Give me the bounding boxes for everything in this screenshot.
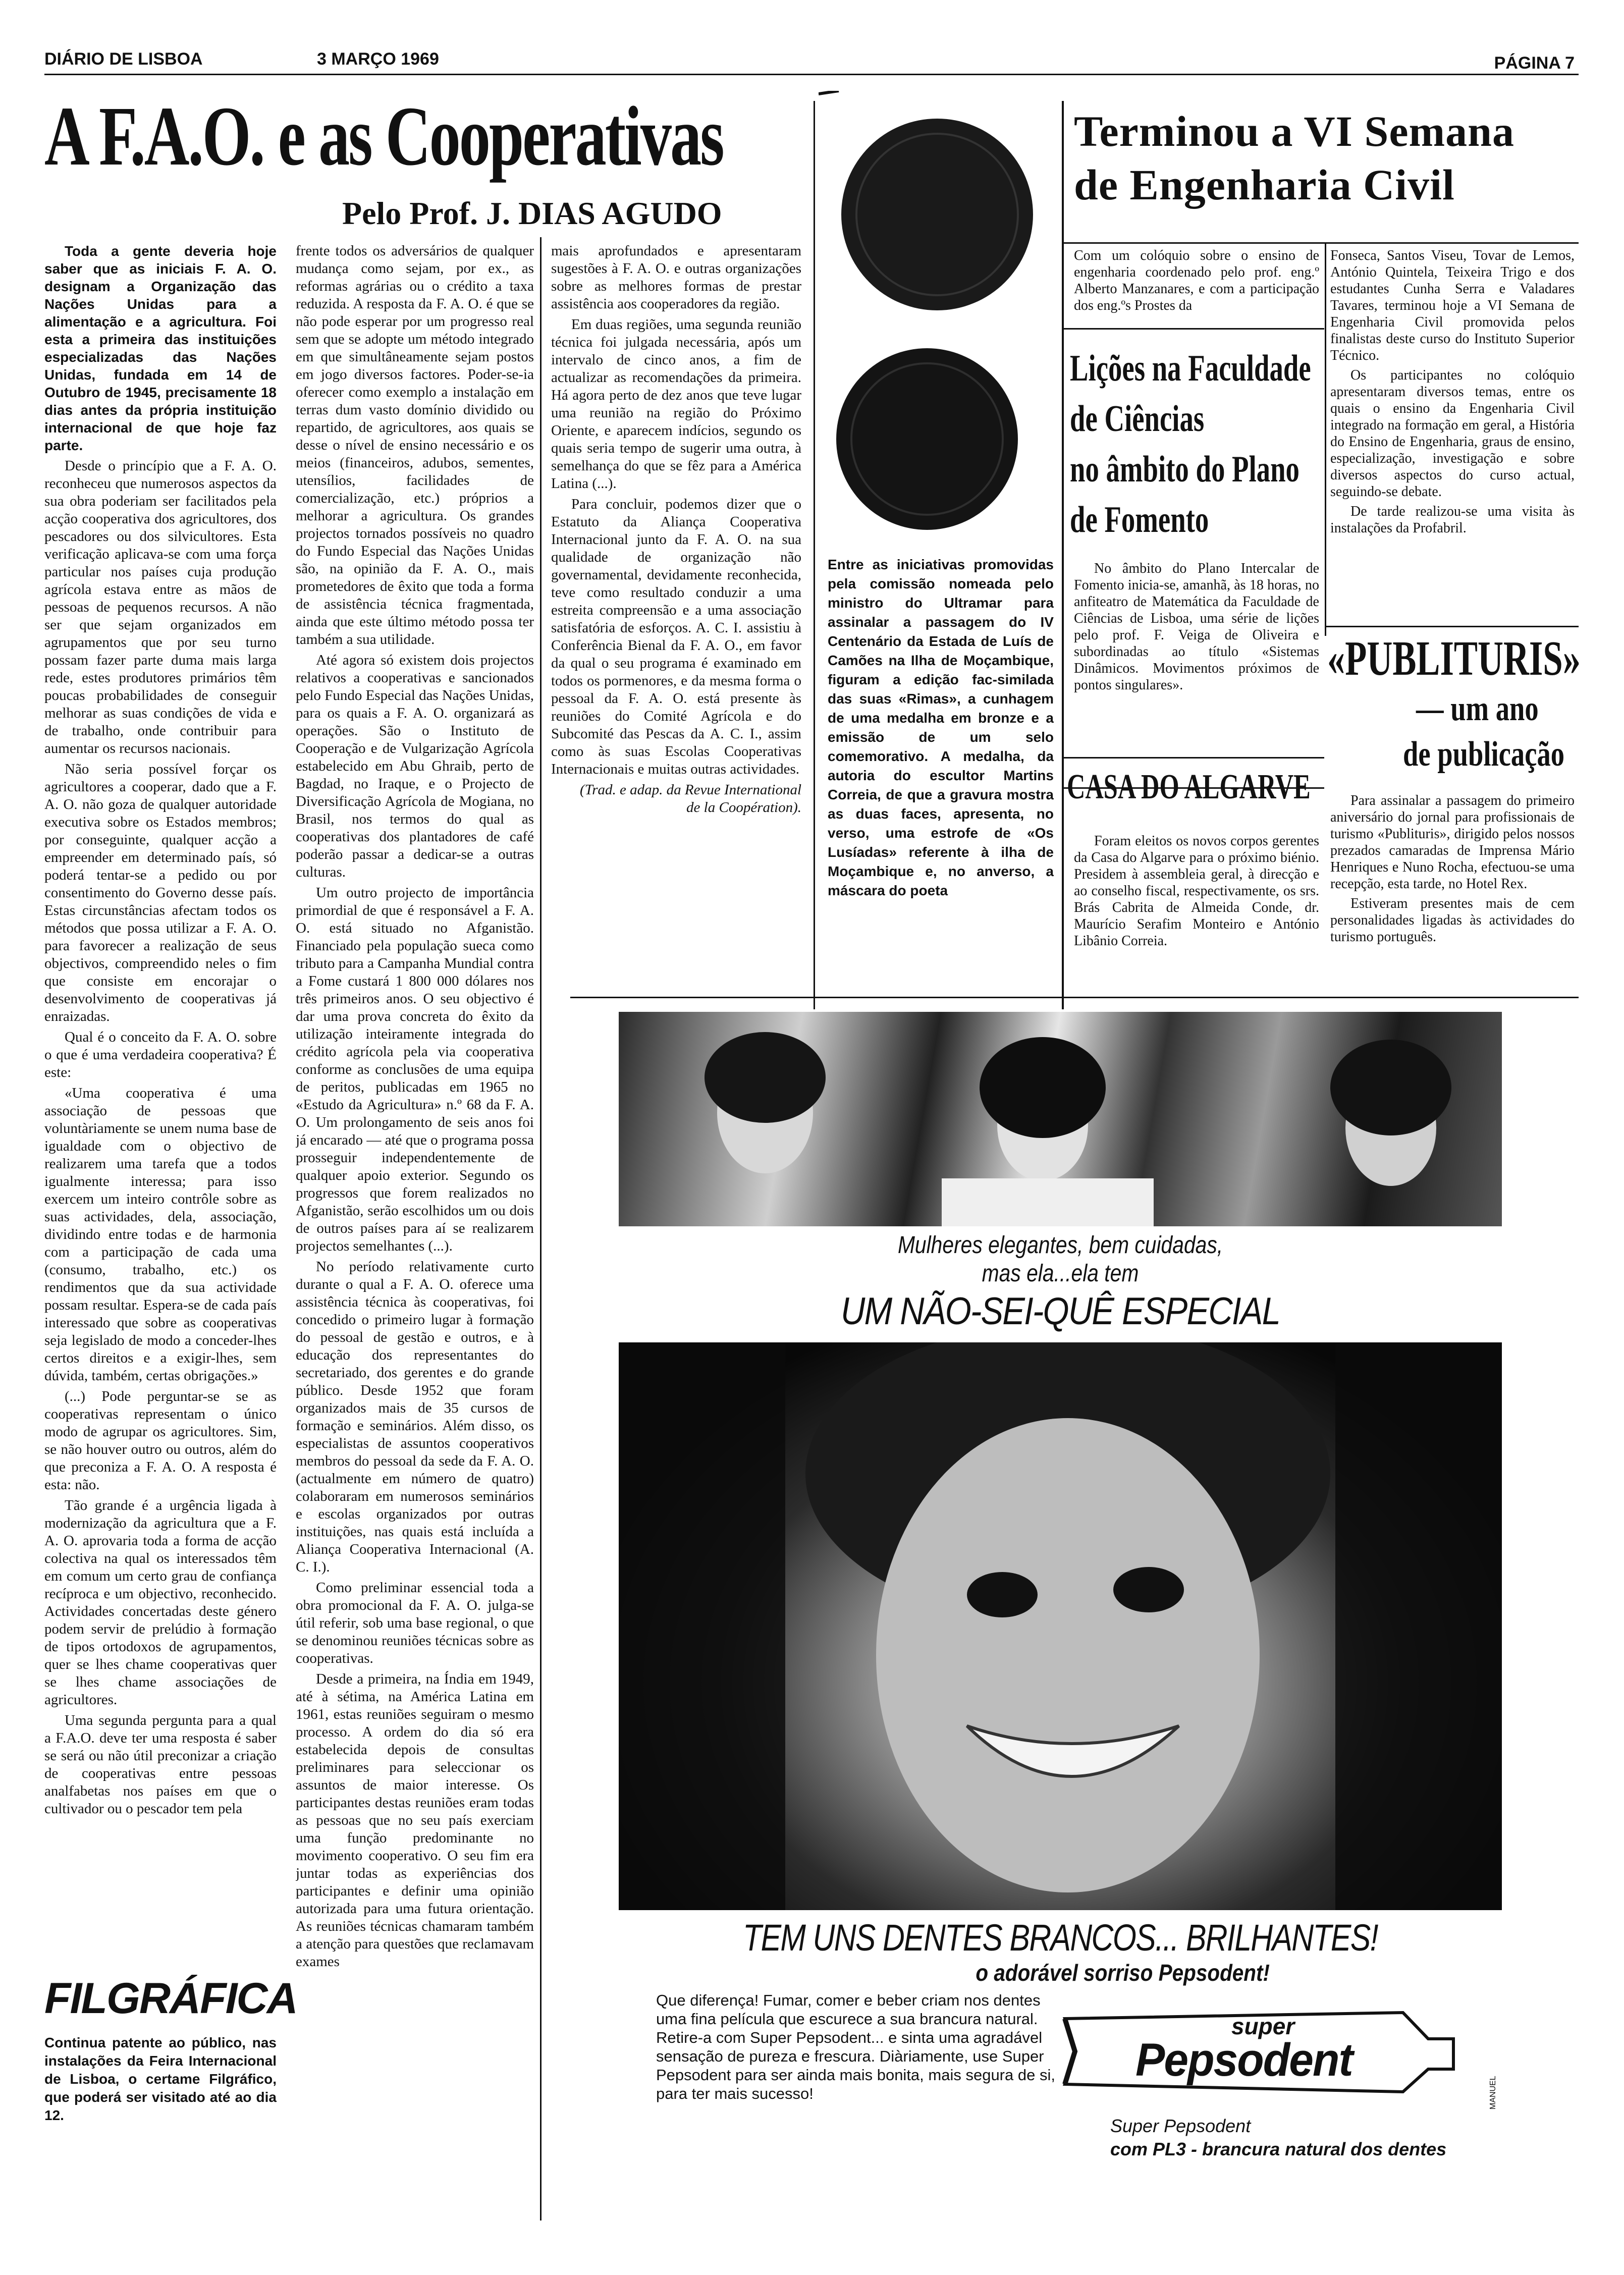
woman-hair <box>1330 1040 1451 1135</box>
paragraph: (...) Pode perguntar-se se as cooperativas representam o único modo de agrupar os agricultores. Sim, se não houver outro ou outros, além do que preconiza a F. A. O. A resposta é esta: não. <box>44 1388 277 1493</box>
filgrafica-headline: FILGRÁFICA <box>44 1974 297 2023</box>
paragraph: Os participantes no colóquio apresentaram diversos temas, entre os quais o ensino da Engenharia Civil integrado na formação em geral, a História do Ensino de Engenharia, graus de ensino, especialização, investigação e sobre diversos aspectos do curso actual, seguindo-se debate. <box>1330 367 1575 500</box>
medal-caption: Entre as iniciativas promovidas pela comissão nomeada pelo ministro do Ultramar para assinalar a passagem do IV Centenário da Estada de Luís de Camões na Ilha de Moçambique, figuram a edição fac-similada das suas «Rimas», a cunhagem de uma medalha em bronze e a emissão de um selo comemorativo. A medalha, da autoria do escultor Martins Correia, de que a gravura mostra as duas faces, apresenta, no verso, uma estrofe de «Os Lusíadas» referente à ilha de Moçambique e, no anverso, a máscara do poeta <box>828 557 1054 898</box>
section-rule <box>1326 626 1579 627</box>
paragraph: Como preliminar essencial toda a obra promocional da F. A. O. julga-se útil referir, sob uma base regional, o que se denominou reuniões técnicas sobre as cooperativas. <box>296 1580 534 1666</box>
licoes-headline-2: de Ciências <box>1070 398 1205 440</box>
publituris-sub-2: de publicação <box>1403 735 1565 774</box>
publituris-text <box>1330 792 1575 994</box>
corner-mark <box>819 91 839 94</box>
ad-tagline <box>619 1231 1502 1288</box>
masthead-rule <box>44 74 1579 75</box>
engenharia-text-a: Com um colóquio sobre o ensino de engenharia coordenado pelo prof. eng.º Alberto Manzanares, e com a participação dos eng.ºs Prostes da <box>1074 248 1319 313</box>
paragraph: De tarde realizou-se uma visita às instalações da Profabril. <box>1330 504 1575 536</box>
paragraph: Fonseca, Santos Viseu, Tovar de Lemos, António Quintela, Teixeira Trigo e dos estudantes Cunha Serra e Valadares Tavares, terminou hoje a VI Semana de Engenharia Civil promovida pelos finalistas deste curso do Instituto Superior Técnico. <box>1330 248 1575 363</box>
eye-right <box>1113 1567 1184 1612</box>
brand-name: Pepsodent <box>1135 2034 1352 2086</box>
column-rule <box>1062 101 1064 1009</box>
group-silhouettes <box>619 1012 1502 1226</box>
paragraph: Desde o princípio que a F. A. O. reconheceu que numerosos aspectos da sua obra poderiam ser facilitados pela acção cooperativa dos agricultores, dos pescadores ou dos silvicultores. Esta verificação aplicava-se com uma força particular nos países cuja produção agrícola estava entre as mãos de pessoas de pequenos recursos. A não ser que sejam organizados em agrupamentos que por seu turno possam fazer parte duma mais larga rede, estes produtores primários têm poucas probabilidades de conseguir melhorar as suas condições de vida e de trabalho, onde contribuir para aumentar os recursos nacionais. <box>44 458 277 756</box>
paragraph: frente todos os adversários de qualquer mudança como sejam, por ex., as reformas agrárias ou o crédito a taxa reduzida. A resposta da F. A. O. é que se não pode esperar por um progresso real sem que se adopte um método integrado em que simultâneamente sejam postos em jogo diversos factores. Poder-se-ia oferecer como exemplo a instalação em terras dum vasto domínio dividido ou repartido, de agricultores, aos quais se desse o nível de ensino necessário e os meios (financeiros, adubos, sementes, utensílios, facilidades de comercialização, etc.) próprios a melhorar a agricultura. Os grandes projectos tornados possíveis no quadro do Fundo Especial das Nações Unidas são, na opinião da F. A. O., mais prometedores de êxito que toda a forma de assistência técnica fragmentada, ainda que este último método possa ter também a sua utilidade. <box>296 243 534 647</box>
medal-faces <box>819 91 1056 545</box>
paragraph: Tão grande é a urgência ligada à modernização da agricultura que a F. A. O. aprovaria toda a forma de acção colectiva na qual os interessados têm em comum um certo grau de confiança recíproca e um objectivo, reconhecido. Actividades concertadas deste género podem servir de prelúdio à formação de tipos ortodoxos de agrupamentos, quer se lhes chame cooperativas quer se lhes chame associações de agricultores. <box>44 1497 277 1708</box>
ad-footer <box>1110 2115 1509 2161</box>
section-rule <box>1062 242 1579 244</box>
eye-left <box>967 1572 1038 1617</box>
fao-lead: Toda a gente deveria hoje saber que as iniciais F. A. O. designam a Organização das Nações Unidas para a alimentação e a agricultura. Foi esta a primeira das instituições especializadas das Nações Unidas, fundada em 14 de Outubro de 1945, precisamente 18 dias antes da própria instituição internacional de que hoje faz parte. <box>44 243 277 453</box>
column-rule <box>814 101 815 1009</box>
face <box>876 1418 1260 1892</box>
licoes-headline-3: no âmbito do Plano <box>1070 449 1300 490</box>
medal-obverse <box>841 119 1033 310</box>
woman-hair <box>705 1032 826 1123</box>
fao-credit: (Trad. e adap. da Revue International de la Coopération). <box>580 782 801 816</box>
issue-date: 3 MARÇO 1969 <box>317 49 439 69</box>
algarve-headline: CASA DO ALGARVE <box>1067 768 1311 806</box>
paragraph: Até agora só existem dois projectos relativos a cooperativas e sancionados pelo Fundo Especial das Nações Unidas, para os quais a F. A. O. organizará as operações. São o Instituto de Cooperação e de Vulgarização Agrícola estabelecido em Abu Ghraib, perto de Bagdad, no Iraque, e o Projecto de Diversificação Agrícola de Mogiana, no Brasil, nos termos do qual as cooperativas dos plantadores de café poderão passar a dedicar-se a outras culturas. <box>296 652 534 880</box>
section-rule <box>570 997 1579 998</box>
paper-name: DIÁRIO DE LISBOA <box>44 49 203 69</box>
hair-left <box>619 1342 785 1910</box>
engenharia-text-b <box>1330 247 1575 621</box>
licoes-headline-4: de Fomento <box>1070 499 1209 540</box>
page-number: PÁGINA 7 <box>1494 53 1575 73</box>
ad-footer-2: com PL3 - brancura natural dos dentes <box>1110 2139 1447 2159</box>
paragraph: Uma segunda pergunta para a qual a F.A.O. deve ter uma resposta é saber se será ou não útil preconizar a criação de cooperativas entre pessoas analfabetas nos países em que o cultivador ou o pescador tem pela <box>44 1712 277 1817</box>
medal-reverse <box>836 348 1018 530</box>
paragraph: Em duas regiões, uma segunda reunião técnica foi julgada necessária, após um intervalo de cinco anos, a fim de actualizar as recomendações da primeira. Há agora perto de dez anos que teve lugar uma reunião na região do Próximo Oriente, e aparecem indícios, segundo os quais seria tempo de sugerir uma outra, à semelhança do que se fêz para a América Latina (...). <box>551 316 801 492</box>
medal-photo <box>819 91 1056 545</box>
pepsodent-tube <box>1055 2009 1458 2094</box>
ad-footer-1: Super Pepsodent <box>1110 2116 1251 2136</box>
fao-byline: Pelo Prof. J. DIAS AGUDO <box>342 195 722 231</box>
engenharia-headline <box>1074 106 1579 213</box>
licoes-headline <box>1070 343 1322 545</box>
masthead <box>44 49 1579 75</box>
paragraph: Para concluir, podemos dizer que o Estatuto da Aliança Cooperativa Internacional junto da F. A. O. na sua qualidade de organização não governamental, devidamente reconhecida, teve como resultado conduzir a uma estreita compreensão e a uma associação satisfatória de esforços. A. C. I. assistiu à Conferência Bienal da F. A. O., em favor da qual o seu programa é examinado em todos os pormenores, e da mesma forma o pessoal da F. A. O. está presente às reuniões do Comité Agrícola e do Subcomité das Pescas da A. C. I., assim como às suas Escolas Cooperativas Internacionais e muitas outras actividades. <box>551 496 801 777</box>
filgrafica-box <box>44 1973 297 2220</box>
paragraph: Um outro projecto de importância primordial de que é responsável a F. A. O. está situado no Afganistão. Financiado pela população sueca como tributo para a Campanha Mundial contra a Fome custará 1 800 000 dólares nos três primeiros anos. O seu objectivo é dar uma prova concreta do êxito da utilização inteiramente integrada do crédito agrícola pela via cooperativa conforme as conclusões de uma equipa de peritos, publicadas em 1965 no «Estudo da Agricultura» n.º 68 da F. A. O. Um prolongamento de seis anos foi já encarado — até que o programa possa prosseguir independentemente de qualquer apoio exterior. Segundo os progressos que forem realizados no Afganistão, serão escolhidos um ou dois de outros países para aí se realizarem projectos semelhantes (...). <box>296 885 534 1254</box>
filgrafica-text: Continua patente ao público, nas instalações da Feira Internacional de Lisboa, o certame Filgráfico, que poderá ser visitado até ao dia 12. <box>44 2035 277 2123</box>
blouse <box>942 1178 1154 1226</box>
paragraph: «Uma cooperativa é uma associação de pessoas que voluntàriamente se unem numa base de igualdade com o objectivo de realizarem uma tarefa que a todos igualmente interessa; para isso exercem um inteiro contrôle sobre as suas actividades, dela, associação, dividindo entre todas e de harmonia com a participação de cada uma (consumo, trabalho, etc.) os rendimentos que da sua actividade possam resultar. Espera-se de cada país interessado que sobre as cooperativas seja legislado de modo a conceder-lhes certos direitos e a exigir-lhes, sem dúvida, também, certas obrigações.» <box>44 1085 277 1384</box>
engenharia-headline-2: de Engenharia Civil <box>1074 160 1455 209</box>
ad-subslogan: o adorável sorriso Pepsodent! <box>976 1960 1270 1986</box>
fao-col2 <box>296 242 534 2215</box>
column-rule <box>1325 242 1326 636</box>
fao-col3 <box>551 242 801 989</box>
ad-slogan: TEM UNS DENTES BRANCOS... BRILHANTES! <box>743 1917 1378 1959</box>
publituris-sub-1: — um ano <box>1416 689 1539 728</box>
licoes-headline-1: Lições na Faculdade <box>1070 348 1311 389</box>
ad-smile-photo <box>619 1342 1502 1910</box>
paragraph: Qual é o conceito da F. A. O. sobre o que é uma verdadeira cooperativa? É este: <box>44 1029 277 1080</box>
ad-body: Que diferença! Fumar, comer e beber criam nos dentes uma fina película que escurece a sua brancura natural. Retire-a com Super Pepsodent... e sinta uma agradável sensação de pureza e frescura. Diàriamente, use Super Pepsodent para ser ainda mais bonita, mais segura de si, para ter mais sucesso! <box>656 1991 1055 2102</box>
column-rule <box>540 237 542 2220</box>
fao-col1 <box>44 242 277 1968</box>
ad-tagline-1: Mulheres elegantes, bem cuidadas, <box>897 1232 1223 1259</box>
section-rule <box>1062 757 1324 759</box>
paragraph: Desde a primeira, na Índia em 1949, até à sétima, na América Latina em 1961, estas reuniões seguiram o mesmo processo. A ordem do dia só era estabelecida depois de consultas preliminares para seleccionar os assuntos de maior interesse. Os participantes destas reuniões eram todas as pessoas que no seu país exerciam uma função predominante no movimento cooperativo. O seu fim era juntar todas as experiências dos participantes e definir uma opinião autorizada para uma futura orientação. As reuniões técnicas chamaram também a atenção para questões que reclamavam exames <box>296 1671 534 1970</box>
agency-mark: MANUEL <box>1489 2076 1497 2109</box>
section-rule <box>1062 328 1324 330</box>
ad-tagline-2: mas ela...ela tem <box>982 1260 1139 1287</box>
publituris-headline <box>1327 631 1579 777</box>
brand-super: super <box>1231 2013 1295 2039</box>
paragraph: Para assinalar a passagem do primeiro aniversário do jornal para profissionais de turismo «Publituris», dirigido pelos nossos prezados camaradas de Imprensa Mário Henriques e Nuno Rocha, efectuou-se uma recepção, esta tarde, no Hotel Rex. <box>1330 793 1575 892</box>
paragraph: Estiveram presentes mais de cem personalidades ligadas às actividades do turismo português. <box>1330 896 1575 945</box>
ad-photo-group <box>619 1012 1502 1226</box>
licoes-text: No âmbito do Plano Intercalar de Fomento inicia-se, amanhã, às 18 horas, no anfiteatro de Matemática da Faculdade de Ciências de Lisboa, uma série de lições pelo prof. F. Veiga de Oliveira e subordinadas ao título «Sistemas Dinâmicos. Movimentos próximos de pontos singulares». <box>1074 561 1319 693</box>
paragraph: No período relativamente curto durante o qual a F. A. O. oferece uma assistência técnica às cooperativas, foi concedido o primeiro lugar à formação do pessoal de gestão e outros, e à educação dos representantes do secretariado, dos gerentes e do grande público. Desde 1952 que foram organizados mais de 35 cursos de formação e seminários. Além disso, os especialistas de assuntos cooperativos membros do pessoal da sede da F. A. O. (actualmente em número de quatro) colaboraram em numerosos seminários e escolas organizados por outras instituições, nas quais está incluída a Aliança Cooperativa Internacional (A. C. I.). <box>296 1259 534 1575</box>
fao-headline: A F.A.O. e as Cooperativas <box>44 89 723 183</box>
paragraph: mais aprofundados e apresentaram sugestões à F. A. O. e outras organizações sobre as melhores formas de prestar assistência aos cooperadores da região. <box>551 243 801 312</box>
woman-hair <box>980 1037 1106 1138</box>
smile-illustration <box>619 1342 1502 1910</box>
algarve-text: Foram eleitos os novos corpos gerentes da Casa do Algarve para o próximo biénio. Presidem à assembleia geral, à direcção e ao conselho fiscal, respectivamente, os srs. Brás Cabrita de Almeida Conde, dr. Maurício Serafim Monteiro e António Libânio Correia. <box>1074 833 1319 949</box>
hair-right <box>1335 1342 1502 1910</box>
paragraph: Não seria possível forçar os agricultores a cooperar, dado que a F. A. O. não goza de qualquer autoridade executiva sobre os Estados membros; por conseguinte, qualquer acção a empreender em determinado país, só poderá tentar-se a pedido ou por consentimento do Governo desse país. Estas circunstâncias afectam todos os métodos que possa utilizar a F. A. O. para favorecer a realização de seus objectivos, compreendido neles o fim que consiste em encorajar o desenvolvimento de cooperativas já enraizadas. <box>44 761 277 1024</box>
ad-headline: UM NÃO-SEI-QUÊ ESPECIAL <box>840 1290 1280 1333</box>
engenharia-headline-1: Terminou a VI Semana <box>1074 107 1514 155</box>
publituris-headline-main: «PUBLITURIS» <box>1327 631 1581 686</box>
